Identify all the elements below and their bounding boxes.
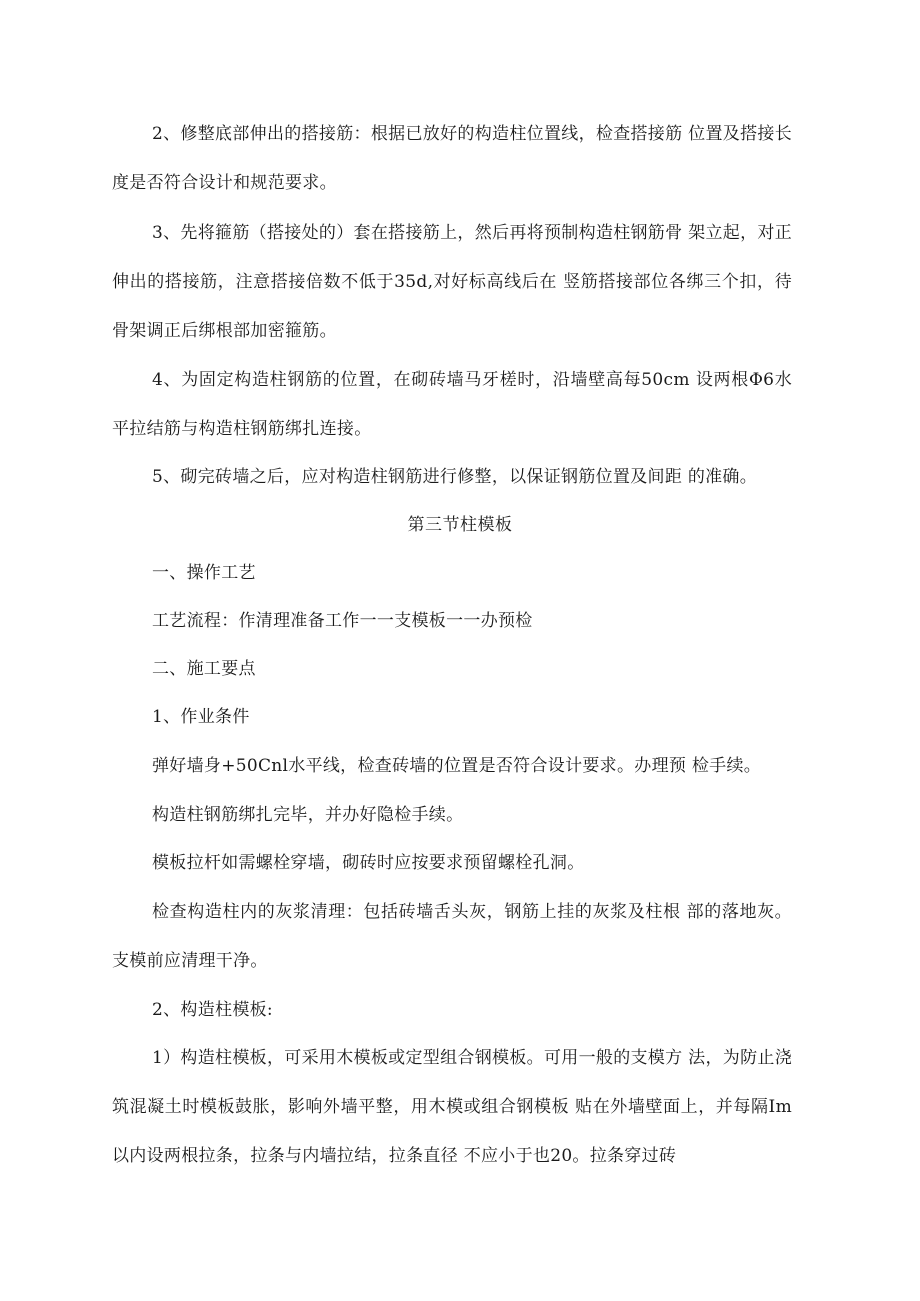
subheading-work-conditions: 1、作业条件 [152, 707, 250, 727]
paragraph-process-flow: 工艺流程：作清理准备工作一一支模板一一办预检 [152, 611, 533, 631]
paragraph-stirrup-placement: 3、先将箍筋（搭接处的）套在搭接筋上，然后再将预制构造柱钢筋骨 架立起，对正伸出的搭接筋，注意搭接倍数不低于35d,对好标高线后在 竖筋搭接部位各绑三个扣，待骨架调正后绑根部加密箍筋。 [112, 223, 792, 341]
paragraph-rebar-complete: 构造柱钢筋绑扎完毕，并办好隐检手续。 [152, 805, 464, 825]
paragraph-formwork-method: 1）构造柱模板，可采用木模板或定型组合钢模板。可用一般的支模方 法，为防止浇筑混凝土时模板鼓胀，影响外墙平整，用木模或组合钢模板 贴在外墙壁面上，并每隔Im以内设两根拉条，拉条与内墙拉结，拉条直径 不应小于也20。拉条穿过砖 [112, 1048, 792, 1166]
subheading-construction-points: 二、施工要点 [152, 659, 256, 679]
section-title: 第三节柱模板 [407, 515, 513, 535]
paragraph-final-trim: 5、砌完砖墙之后，应对构造柱钢筋进行修整，以保证钢筋位置及间距 的准确。 [152, 467, 758, 487]
paragraph-level-line: 弹好墙身+50Cnl水平线，检查砖墙的位置是否符合设计要求。办理预 检手续。 [152, 756, 762, 776]
subheading-column-formwork: 2、构造柱模板: [152, 1000, 273, 1020]
paragraph-mortar-cleanup: 检查构造柱内的灰浆清理：包括砖墙舌头灰，钢筋上挂的灰浆及柱根 部的落地灰。支模前应清理干净。 [112, 902, 792, 971]
subheading-operation-process: 一、操作工艺 [152, 563, 256, 583]
paragraph-bolt-holes: 模板拉杆如需螺栓穿墙，砌砖时应按要求预留螺栓孔洞。 [152, 853, 585, 873]
paragraph-lap-bar-trim: 2、修整底部伸出的搭接筋：根据已放好的构造柱位置线，检查搭接筋 位置及搭接长度是否符合设计和规范要求。 [112, 124, 792, 193]
paragraph-tie-bars: 4、为固定构造柱钢筋的位置，在砌砖墙马牙槎时，沿墙壁高每50cm 设两根Φ6水平拉结筋与构造柱钢筋绑扎连接。 [112, 370, 792, 439]
